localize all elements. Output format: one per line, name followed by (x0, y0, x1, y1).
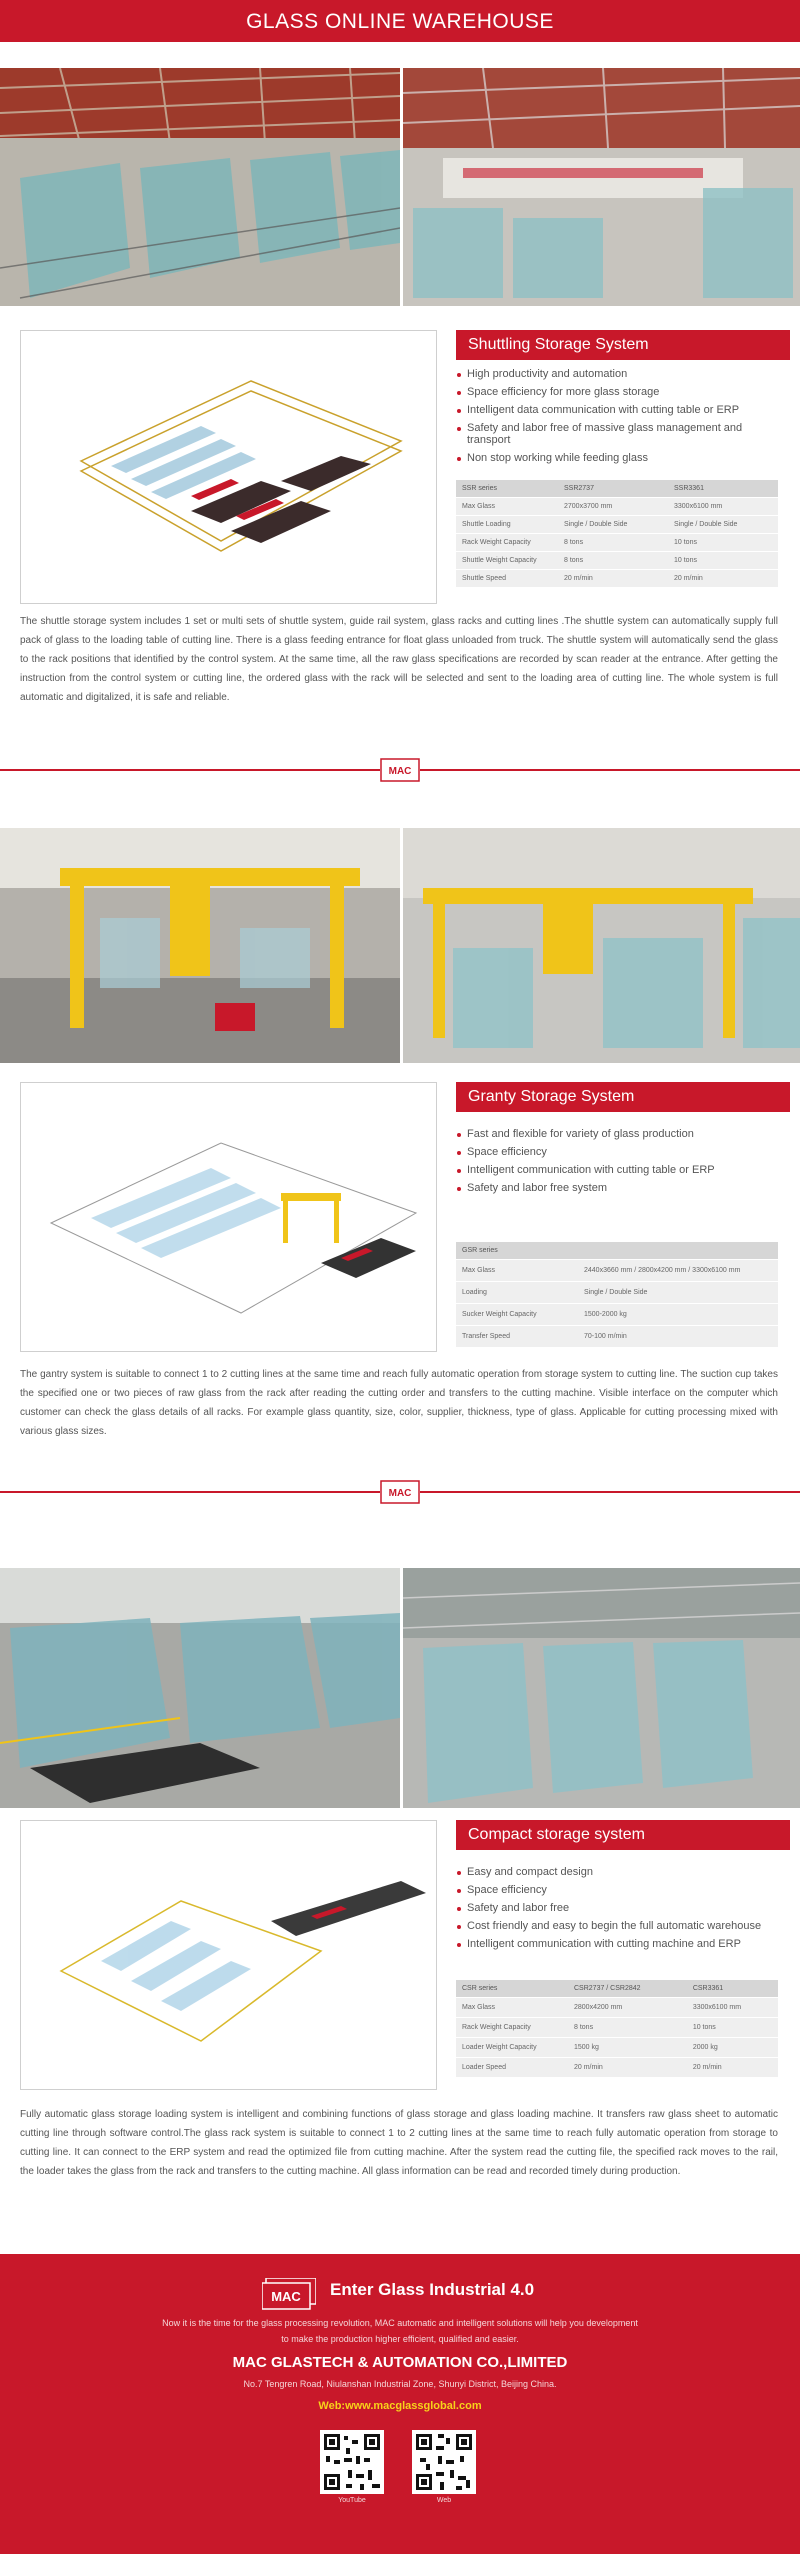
footer (0, 2254, 800, 2554)
table-cell: 2700x3700 mm (558, 498, 668, 516)
table-cell: 10 tons (668, 552, 778, 570)
gantry-photo-left (0, 828, 400, 1063)
spec-table (456, 1242, 778, 1348)
table-cell: 3300x6100 mm (668, 498, 778, 516)
table-cell: Single / Double Side (578, 1282, 778, 1304)
warehouse-photo-left (0, 68, 400, 306)
table-cell: 1500 kg (568, 2038, 687, 2058)
feature-item: Intelligent communication with cutting table or ERP (457, 1164, 787, 1176)
feature-item: Space efficiency (457, 1146, 787, 1158)
table-header-cell: CSR2737 / CSR2842 (568, 1980, 687, 1998)
feature-item: Space efficiency (457, 1884, 787, 1896)
table-cell: Shuttle Speed (456, 570, 558, 588)
table-cell: Max Glass (456, 1998, 568, 2018)
feature-item: Fast and flexible for variety of glass production (457, 1128, 787, 1140)
mac-logo-icon (262, 2278, 316, 2310)
section-title: Shuttling Storage System (456, 330, 790, 360)
table-cell: 3300x6100 mm (687, 1998, 778, 2018)
section-description: The shuttle storage system includes 1 set or multi sets of shuttle system, guide rail system, glass racks and cutting lines .The shuttle system can automatically supply full pack of glass to the loading table of cutting line. There is a glass feeding entrance for float glass unloaded from truck. The shuttle system will automatically send the glass to the rack positions that identified by the control system. At the same time, all the raw glass specifications are recorded by scan reader at the entrance. After getting the instruction from the control system or cutting line, the ordered glass with the rack will be selected and sent to the loading area of cutting line. The whole system is full automatic and digitalized, it is safe and reliable. (20, 616, 778, 703)
table-cell: Loader Speed (456, 2058, 568, 2078)
web-qr-code (412, 2430, 476, 2494)
qr-label: YouTube (338, 2497, 366, 2504)
section-title: Granty Storage System (456, 1082, 790, 1112)
qr-label: Web (436, 2497, 452, 2504)
table-header-cell: CSR3361 (687, 1980, 778, 1998)
section-description: The gantry system is suitable to connect 1 to 2 cutting lines at the same time and reach fully automatic operation from storage system to cutting line. The suction cup takes the specified one or two pieces of raw glass from the rack after reading the cutting order and transfers to the cutting machine. Visible interface on the computer which customer can check the glass details of all racks. For example glass quantity, size, color, supplier, thickness, type of glass. Applicable for cutting processing mixed with various glass sizes. (20, 1369, 778, 1437)
table-cell: 8 tons (558, 552, 668, 570)
feature-item: High productivity and automation (457, 368, 787, 380)
table-header-cell: SSR2737 (558, 480, 668, 498)
feature-item: Safety and labor free system (457, 1182, 787, 1194)
table-header-cell: CSR series (456, 1980, 568, 1998)
feature-item: Safety and labor free (457, 1902, 787, 1914)
table-cell: 1500-2000 kg (578, 1304, 778, 1326)
gantry-system-diagram (20, 1082, 437, 1352)
table-cell: Loading (456, 1282, 578, 1304)
youtube-qr-code (320, 2430, 384, 2494)
table-cell: Max Glass (456, 498, 558, 516)
gantry-photo-right (403, 828, 800, 1063)
logo-text: MAC (271, 2289, 301, 2304)
footer-intro-line: Now it is the time for the glass processing revolution, MAC automatic and intelligent solutions will help you development (162, 2318, 638, 2328)
feature-item: Non stop working while feeding glass (457, 452, 787, 464)
feature-item: Intelligent data communication with cutting table or ERP (457, 404, 787, 416)
table-cell: Single / Double Side (558, 516, 668, 534)
table-cell: 10 tons (668, 534, 778, 552)
feature-item: Easy and compact design (457, 1866, 787, 1878)
compact-system-diagram (20, 1820, 437, 2090)
company-address: No.7 Tengren Road, Niulanshan Industrial Zone, Shunyi District, Beijing China. (243, 2379, 557, 2389)
spec-table (456, 480, 778, 588)
warehouse-photo-right (403, 68, 800, 306)
table-cell: Shuttle Loading (456, 516, 558, 534)
feature-item: Intelligent communication with cutting machine and ERP (457, 1938, 787, 1950)
footer-intro-line: to make the production higher efficient, qualified and easier. (281, 2334, 519, 2344)
table-cell: 70-100 m/min (578, 1326, 778, 1348)
section-title: Compact storage system (456, 1820, 790, 1850)
table-cell: 20 m/min (687, 2058, 778, 2078)
table-header-cell (578, 1242, 778, 1260)
feature-item: Space efficiency for more glass storage (457, 386, 787, 398)
table-cell: 10 tons (687, 2018, 778, 2038)
page-title: GLASS ONLINE WAREHOUSE (0, 0, 800, 42)
compact-photo-left (0, 1568, 400, 1808)
table-cell: 2000 kg (687, 2038, 778, 2058)
mac-logo-icon (380, 758, 420, 782)
table-cell: Rack Weight Capacity (456, 2018, 568, 2038)
company-name: MAC GLASTECH & AUTOMATION CO.,LIMITED (232, 2354, 568, 2371)
shuttle-system-diagram (20, 330, 437, 604)
table-cell: 20 m/min (568, 2058, 687, 2078)
table-header-cell: GSR series (456, 1242, 578, 1260)
feature-item: Safety and labor free of massive glass management and transport (457, 422, 787, 446)
feature-list (457, 1128, 787, 1200)
compact-photo-right (403, 1568, 800, 1808)
table-cell: Rack Weight Capacity (456, 534, 558, 552)
table-cell: 20 m/min (668, 570, 778, 588)
logo-text: MAC (388, 766, 412, 777)
mac-logo-icon (380, 1480, 420, 1504)
table-header-cell: SSR3361 (668, 480, 778, 498)
table-cell: Shuttle Weight Capacity (456, 552, 558, 570)
feature-list (457, 1866, 787, 1956)
table-cell: 2800x4200 mm (568, 1998, 687, 2018)
feature-list (457, 368, 787, 470)
table-cell: 2440x3660 mm / 2800x4200 mm / 3300x6100 mm (578, 1260, 778, 1282)
spec-table (456, 1980, 778, 2078)
table-cell: Transfer Speed (456, 1326, 578, 1348)
section-description: Fully automatic glass storage loading system is intelligent and combining functions of glass storage and glass loading machine. It transfers raw glass sheet to automatic cutting line through software control.The glass rack system is suitable to connect 1 to 2 cutting lines at the same time to reach fully automatic operation from storage to cutting line. It can connect to the ERP system and read the optimized file from cutting machine. After the system read the cutting file, the specified rack moves to the rail, the loader takes the glass from the rack and transfers to the cutting machine. All glass information can be read and recorded timely during production. (20, 2109, 778, 2177)
table-cell: Single / Double Side (668, 516, 778, 534)
table-cell: Loader Weight Capacity (456, 2038, 568, 2058)
table-cell: Sucker Weight Capacity (456, 1304, 578, 1326)
feature-item: Cost friendly and easy to begin the full automatic warehouse (457, 1920, 787, 1932)
table-header-cell: SSR series (456, 480, 558, 498)
footer-slogan: Enter Glass Industrial 4.0 (330, 2280, 535, 2299)
table-cell: 8 tons (568, 2018, 687, 2038)
table-cell: 8 tons (558, 534, 668, 552)
logo-text: MAC (388, 1488, 412, 1499)
website-link[interactable]: Web:www.macglassglobal.com (318, 2400, 482, 2412)
table-cell: Max Glass (456, 1260, 578, 1282)
table-cell: 20 m/min (558, 570, 668, 588)
